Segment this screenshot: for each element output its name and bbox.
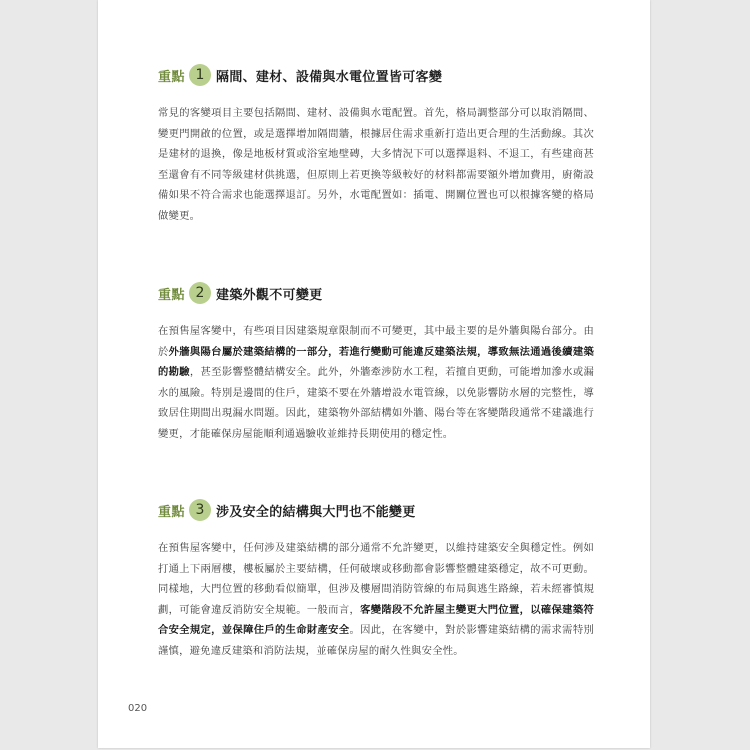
body-text: 在預售屋客變中，任何涉及建築結構的部分通常不允許變更，以維持建築安全與穩定性。例如打通上下兩層樓，樓板屬於主要結構，任何破壞或移動都會影響整體建築穩定，故不可更動。同樣地，大門位置的移動看似簡單，但涉及樓層間消防管線的布局與逃生路線，若未經審慎規劃，可能會違反消防安全規範。一般而言， xyxy=(158,542,594,616)
section-body xyxy=(158,538,594,661)
body-emphasis: 外牆與陽台屬於建築結構的一部分，若進行變動可能違反建築法規，導致無法通過後續建築的勘驗 xyxy=(158,345,595,378)
body-text: 。因此，在客變中，對於影響建築結構的需求需特別謹慎，避免違反建築和消防法規，並確保房屋的耐久性與安全性。 xyxy=(158,624,594,657)
section-number-badge: 3 xyxy=(189,499,211,521)
section-heading xyxy=(158,497,594,523)
section-tag: 重點 xyxy=(158,504,186,520)
section-body xyxy=(158,321,594,444)
body-text: 在預售屋客變中，有些項目因建築規章限制而不可變更，其中最主要的是外牆與陽台部分。由於 xyxy=(158,325,594,358)
section-title: 建築外觀不可變更 xyxy=(216,287,323,303)
page-number: 020 xyxy=(128,703,148,714)
body-text: ，甚至影響整體結構安全。此外，外牆牽涉防水工程，若擅自更動，可能增加滲水或漏水的風險。特別是邊間的住戶，建築不要在外牆增設水電管線，以免影響防水層的完整性，導致居住期間出現漏水問題。因此，建築物外部結構如外牆、陽台等在客變階段通常不建議進行變更，才能確保房屋能順利通過驗收並維持長期使用的穩定性。 xyxy=(158,366,595,440)
section-3 xyxy=(158,497,594,661)
section-number-badge: 2 xyxy=(189,282,211,304)
section-tag: 重點 xyxy=(158,69,186,85)
section-title: 隔間、建材、設備與水電位置皆可客變 xyxy=(216,69,443,85)
section-1 xyxy=(158,62,594,226)
section-heading xyxy=(158,280,594,306)
section-heading xyxy=(158,62,594,88)
section-2 xyxy=(158,280,594,444)
section-body: 常見的客變項目主要包括隔間、建材、設備與水電配置。首先，格局調整部分可以取消隔間、變更門開啟的位置，或是選擇增加隔間牆，根據居住需求重新打造出更合理的生活動線。其次是建材的退換，像是地板材質或浴室地壁磚，大多情況下可以選擇退料、不退工，有些建商甚至還會有不同等級建材供挑選，但原則上若更換等級較好的材料都需要額外增加費用，廚衛設備如果不符合需求也能選擇退訂。另外，水電配置如：插電、開關位置也可以根據客變的格局做變更。 xyxy=(158,107,594,222)
section-title: 涉及安全的結構與大門也不能變更 xyxy=(216,504,416,520)
section-number-badge: 1 xyxy=(189,64,211,86)
book-page xyxy=(98,0,650,748)
body-emphasis: 客變階段不允許屋主變更大門位置，以確保建築符合安全規定，並保障住戶的生命財產安全 xyxy=(158,603,595,636)
section-tag: 重點 xyxy=(158,287,186,303)
